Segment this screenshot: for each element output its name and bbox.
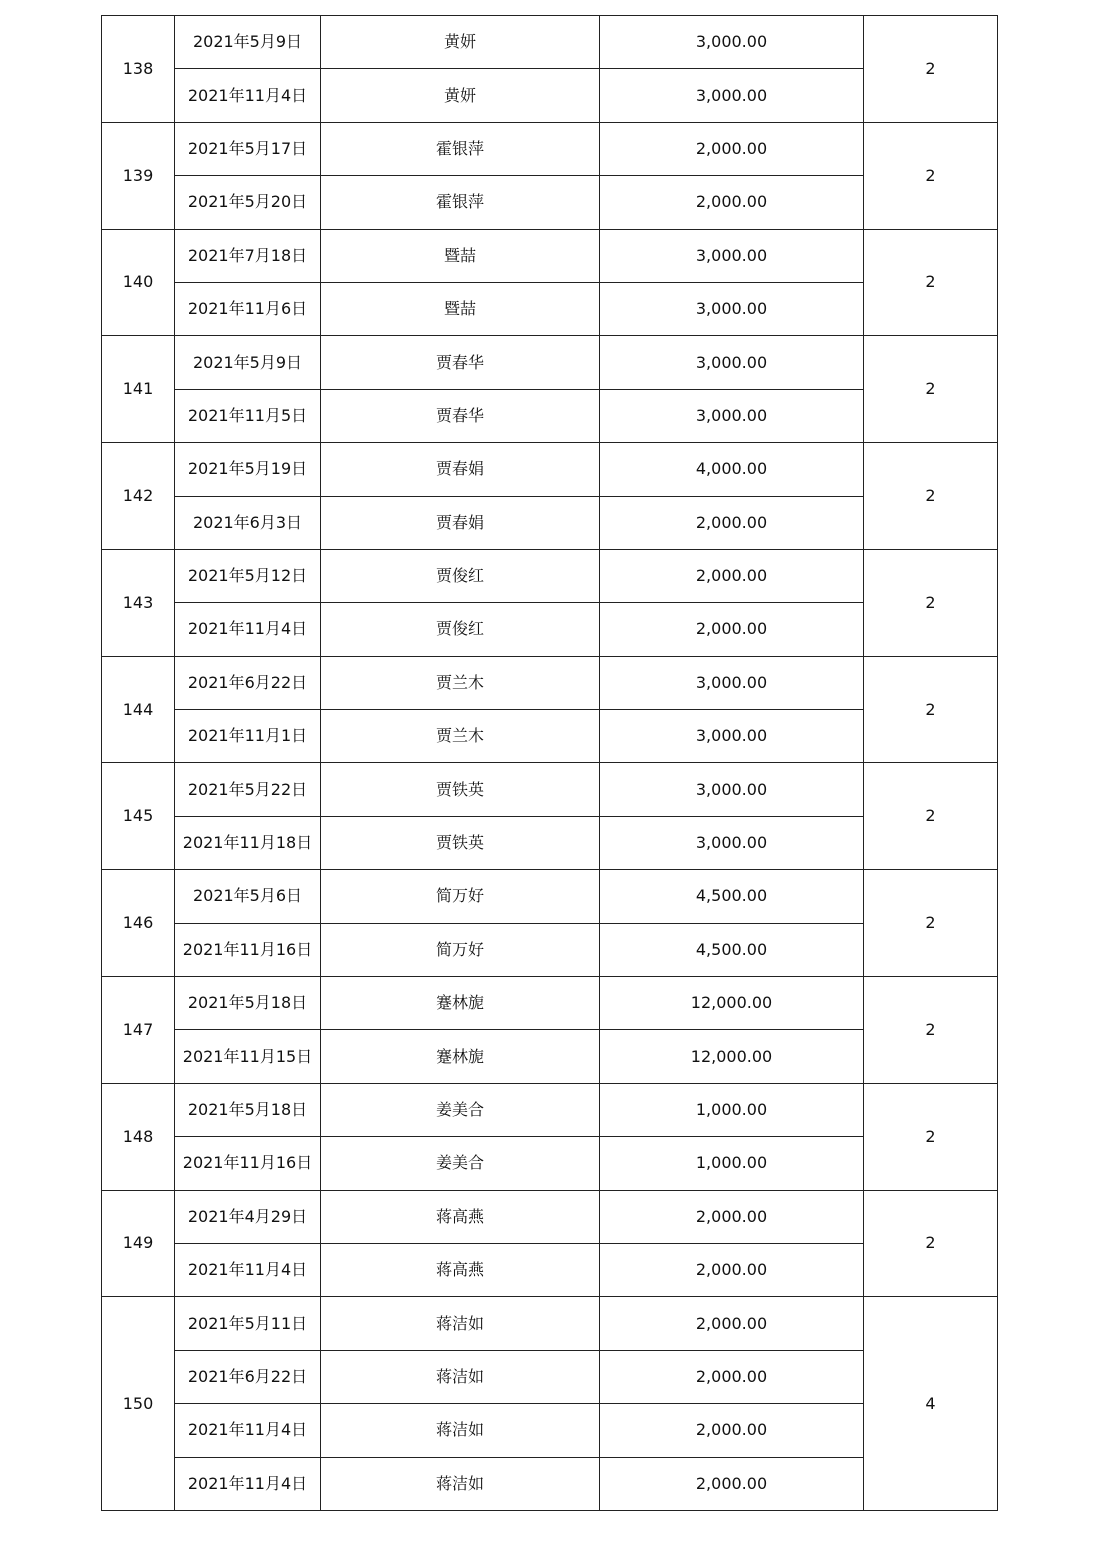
- name-cell: 姜美合: [321, 1137, 600, 1190]
- amount-cell: 2,000.00: [600, 1404, 864, 1457]
- table-row: [102, 1083, 998, 1136]
- date-cell: 2021年5月19日: [175, 443, 321, 496]
- date-cell: 2021年5月12日: [175, 549, 321, 602]
- date-cell: 2021年11月4日: [175, 1404, 321, 1457]
- sequence-number-cell: 146: [102, 870, 175, 977]
- date-cell: 2021年11月5日: [175, 389, 321, 442]
- table-row: [102, 603, 998, 656]
- date-cell: 2021年11月4日: [175, 603, 321, 656]
- date-cell: 2021年5月9日: [175, 336, 321, 389]
- table-row: [102, 710, 998, 763]
- amount-cell: 2,000.00: [600, 1243, 864, 1296]
- date-cell: 2021年6月3日: [175, 496, 321, 549]
- date-cell: 2021年5月22日: [175, 763, 321, 816]
- date-cell: 2021年4月29日: [175, 1190, 321, 1243]
- table-row: [102, 1137, 998, 1190]
- name-cell: 贾铁英: [321, 763, 600, 816]
- name-cell: 蒋洁如: [321, 1404, 600, 1457]
- payment-table-body: [102, 16, 998, 1511]
- date-cell: 2021年5月6日: [175, 870, 321, 923]
- amount-cell: 3,000.00: [600, 282, 864, 335]
- date-cell: 2021年11月16日: [175, 1137, 321, 1190]
- amount-cell: 1,000.00: [600, 1083, 864, 1136]
- sequence-number-cell: 142: [102, 443, 175, 550]
- table-row: [102, 977, 998, 1030]
- name-cell: 霍银萍: [321, 176, 600, 229]
- date-cell: 2021年7月18日: [175, 229, 321, 282]
- date-cell: 2021年6月22日: [175, 656, 321, 709]
- amount-cell: 3,000.00: [600, 16, 864, 69]
- table-row: [102, 496, 998, 549]
- date-cell: 2021年11月4日: [175, 69, 321, 122]
- sequence-number-cell: 140: [102, 229, 175, 336]
- amount-cell: 3,000.00: [600, 336, 864, 389]
- name-cell: 贾春娟: [321, 443, 600, 496]
- name-cell: 贾俊红: [321, 603, 600, 656]
- amount-cell: 3,000.00: [600, 656, 864, 709]
- payment-count-cell: 2: [864, 1190, 998, 1297]
- sequence-number-cell: 141: [102, 336, 175, 443]
- name-cell: 黄妍: [321, 69, 600, 122]
- table-row: [102, 229, 998, 282]
- date-cell: 2021年5月18日: [175, 977, 321, 1030]
- name-cell: 贾春娟: [321, 496, 600, 549]
- name-cell: 简万好: [321, 923, 600, 976]
- sequence-number-cell: 145: [102, 763, 175, 870]
- name-cell: 贾兰木: [321, 710, 600, 763]
- date-cell: 2021年11月16日: [175, 923, 321, 976]
- amount-cell: 2,000.00: [600, 1457, 864, 1510]
- payment-count-cell: 2: [864, 656, 998, 763]
- table-row: [102, 1457, 998, 1510]
- name-cell: 暨喆: [321, 229, 600, 282]
- amount-cell: 2,000.00: [600, 1297, 864, 1350]
- amount-cell: 1,000.00: [600, 1137, 864, 1190]
- sequence-number-cell: 147: [102, 977, 175, 1084]
- payment-count-cell: 2: [864, 549, 998, 656]
- payment-count-cell: 2: [864, 443, 998, 550]
- amount-cell: 3,000.00: [600, 69, 864, 122]
- table-row: [102, 16, 998, 69]
- date-cell: 2021年5月18日: [175, 1083, 321, 1136]
- table-row: [102, 1404, 998, 1457]
- date-cell: 2021年11月15日: [175, 1030, 321, 1083]
- date-cell: 2021年5月11日: [175, 1297, 321, 1350]
- name-cell: 黄妍: [321, 16, 600, 69]
- sequence-number-cell: 143: [102, 549, 175, 656]
- table-row: [102, 549, 998, 602]
- name-cell: 蒋高燕: [321, 1243, 600, 1296]
- amount-cell: 2,000.00: [600, 549, 864, 602]
- name-cell: 贾春华: [321, 336, 600, 389]
- table-row: [102, 1297, 998, 1350]
- name-cell: 霍银萍: [321, 122, 600, 175]
- amount-cell: 3,000.00: [600, 389, 864, 442]
- sequence-number-cell: 148: [102, 1083, 175, 1190]
- table-row: [102, 282, 998, 335]
- date-cell: 2021年11月18日: [175, 816, 321, 869]
- table-row: [102, 870, 998, 923]
- table-row: [102, 763, 998, 816]
- date-cell: 2021年11月4日: [175, 1243, 321, 1296]
- amount-cell: 3,000.00: [600, 710, 864, 763]
- date-cell: 2021年11月4日: [175, 1457, 321, 1510]
- name-cell: 简万好: [321, 870, 600, 923]
- payment-count-cell: 2: [864, 229, 998, 336]
- name-cell: 姜美合: [321, 1083, 600, 1136]
- sequence-number-cell: 150: [102, 1297, 175, 1511]
- payment-count-cell: 2: [864, 870, 998, 977]
- amount-cell: 2,000.00: [600, 603, 864, 656]
- amount-cell: 2,000.00: [600, 176, 864, 229]
- amount-cell: 4,500.00: [600, 870, 864, 923]
- name-cell: 贾铁英: [321, 816, 600, 869]
- table-row: [102, 336, 998, 389]
- amount-cell: 12,000.00: [600, 977, 864, 1030]
- sequence-number-cell: 144: [102, 656, 175, 763]
- table-row: [102, 1190, 998, 1243]
- payment-count-cell: 2: [864, 1083, 998, 1190]
- name-cell: 蒋高燕: [321, 1190, 600, 1243]
- payment-count-cell: 2: [864, 122, 998, 229]
- amount-cell: 3,000.00: [600, 763, 864, 816]
- sequence-number-cell: 139: [102, 122, 175, 229]
- table-row: [102, 1030, 998, 1083]
- table-row: [102, 389, 998, 442]
- table-row: [102, 1350, 998, 1403]
- date-cell: 2021年11月6日: [175, 282, 321, 335]
- amount-cell: 3,000.00: [600, 229, 864, 282]
- payment-count-cell: 2: [864, 977, 998, 1084]
- sequence-number-cell: 138: [102, 16, 175, 123]
- amount-cell: 2,000.00: [600, 122, 864, 175]
- amount-cell: 2,000.00: [600, 1190, 864, 1243]
- amount-cell: 4,000.00: [600, 443, 864, 496]
- amount-cell: 2,000.00: [600, 496, 864, 549]
- date-cell: 2021年6月22日: [175, 1350, 321, 1403]
- date-cell: 2021年5月9日: [175, 16, 321, 69]
- date-cell: 2021年11月1日: [175, 710, 321, 763]
- table-row: [102, 656, 998, 709]
- name-cell: 蒋洁如: [321, 1457, 600, 1510]
- name-cell: 贾兰木: [321, 656, 600, 709]
- amount-cell: 4,500.00: [600, 923, 864, 976]
- payment-table: [101, 15, 998, 1511]
- sequence-number-cell: 149: [102, 1190, 175, 1297]
- table-row: [102, 69, 998, 122]
- payment-count-cell: 2: [864, 336, 998, 443]
- table-row: [102, 443, 998, 496]
- date-cell: 2021年5月20日: [175, 176, 321, 229]
- payment-count-cell: 2: [864, 16, 998, 123]
- amount-cell: 2,000.00: [600, 1350, 864, 1403]
- payment-count-cell: 2: [864, 763, 998, 870]
- payment-count-cell: 4: [864, 1297, 998, 1511]
- table-row: [102, 122, 998, 175]
- amount-cell: 3,000.00: [600, 816, 864, 869]
- name-cell: 蒋洁如: [321, 1297, 600, 1350]
- amount-cell: 12,000.00: [600, 1030, 864, 1083]
- name-cell: 贾俊红: [321, 549, 600, 602]
- table-row: [102, 923, 998, 976]
- name-cell: 蹇林旎: [321, 1030, 600, 1083]
- name-cell: 蒋洁如: [321, 1350, 600, 1403]
- table-row: [102, 816, 998, 869]
- name-cell: 蹇林旎: [321, 977, 600, 1030]
- name-cell: 暨喆: [321, 282, 600, 335]
- table-row: [102, 1243, 998, 1296]
- date-cell: 2021年5月17日: [175, 122, 321, 175]
- table-row: [102, 176, 998, 229]
- name-cell: 贾春华: [321, 389, 600, 442]
